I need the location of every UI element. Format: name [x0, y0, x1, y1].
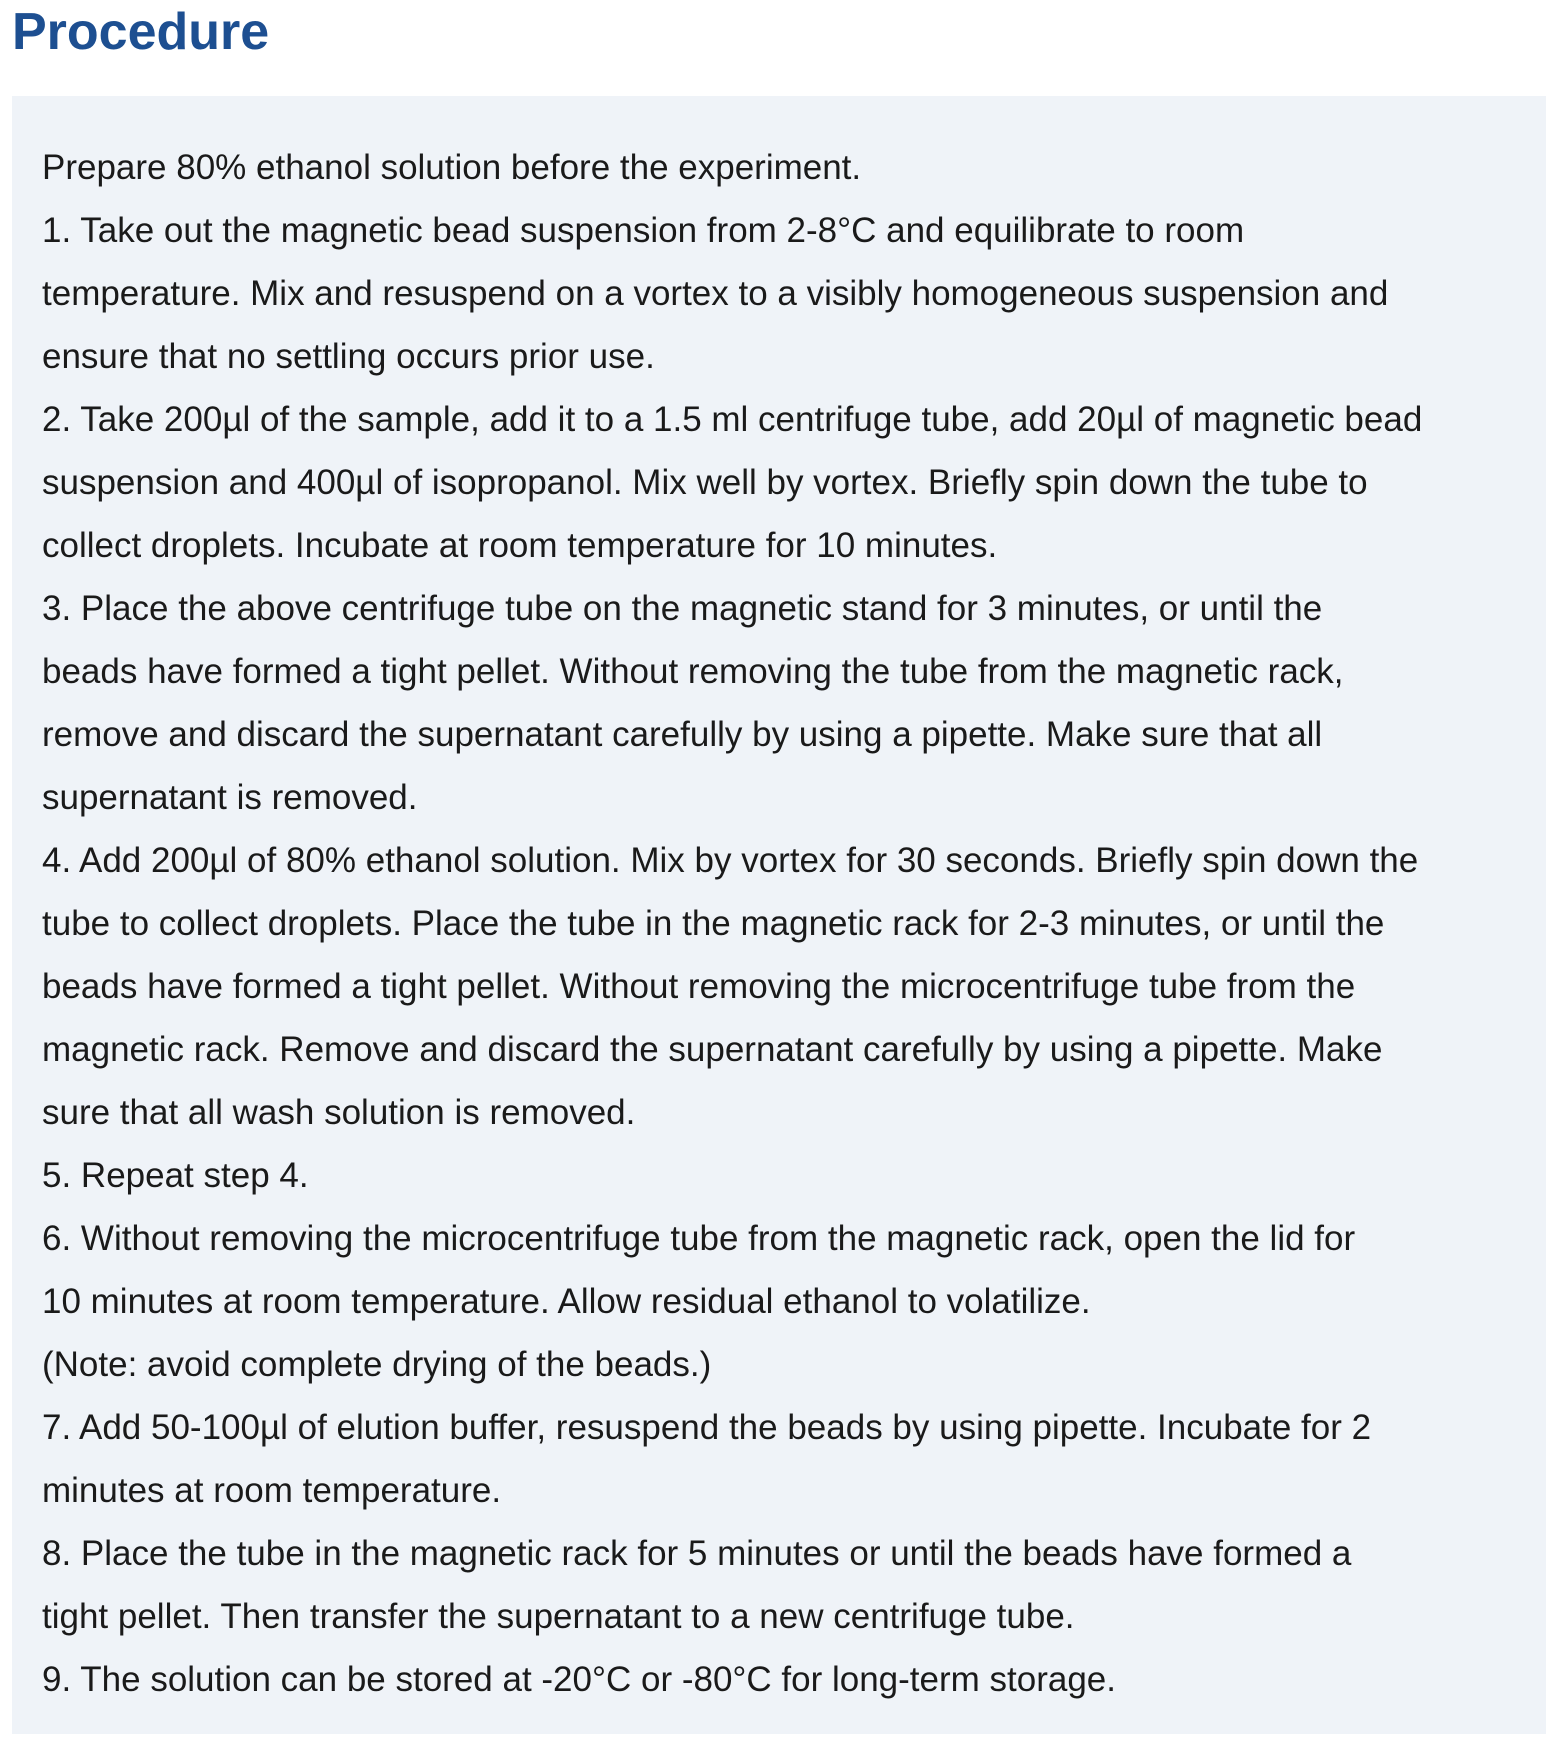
procedure-line: tight pellet. Then transfer the supernatant to a new centrifuge tube. [42, 1597, 1075, 1636]
procedure-line: minutes at room temperature. [42, 1471, 502, 1510]
procedure-line: 6. Without removing the microcentrifuge tube from the magnetic rack, open the lid for [42, 1219, 1356, 1258]
procedure-line: beads have formed a tight pellet. Without removing the microcentrifuge tube from the [42, 967, 1356, 1006]
procedure-line: sure that all wash solution is removed. [42, 1093, 636, 1132]
procedure-line: ensure that no settling occurs prior use. [42, 337, 655, 376]
procedure-panel [12, 96, 1546, 1734]
procedure-line: 10 minutes at room temperature. Allow residual ethanol to volatilize. [42, 1282, 1091, 1321]
procedure-line: 9. The solution can be stored at -20°C or -80°C for long-term storage. [42, 1660, 1116, 1699]
procedure-line: supernatant is removed. [42, 778, 418, 817]
procedure-line: 3. Place the above centrifuge tube on the magnetic stand for 3 minutes, or until the [42, 589, 1323, 628]
procedure-line: magnetic rack. Remove and discard the supernatant carefully by using a pipette. Make [42, 1030, 1383, 1069]
procedure-line: beads have formed a tight pellet. Without removing the tube from the magnetic rack, [42, 652, 1344, 691]
procedure-line: 7. Add 50-100µl of elution buffer, resuspend the beads by using pipette. Incubate for 2 [42, 1408, 1372, 1447]
procedure-line: temperature. Mix and resuspend on a vortex to a visibly homogeneous suspension and [42, 274, 1389, 313]
procedure-line: remove and discard the supernatant carefully by using a pipette. Make sure that all [42, 715, 1323, 754]
procedure-line: suspension and 400µl of isopropanol. Mix well by vortex. Briefly spin down the tube to [42, 463, 1368, 502]
procedure-line: (Note: avoid complete drying of the beads.) [42, 1345, 712, 1384]
procedure-line: collect droplets. Incubate at room temperature for 10 minutes. [42, 526, 998, 565]
procedure-line: tube to collect droplets. Place the tube in the magnetic rack for 2-3 minutes, or until the [42, 904, 1385, 943]
procedure-line: 1. Take out the magnetic bead suspension from 2-8°C and equilibrate to room [42, 211, 1245, 250]
procedure-line: 8. Place the tube in the magnetic rack for 5 minutes or until the beads have formed a [42, 1534, 1352, 1573]
procedure-line: 5. Repeat step 4. [42, 1156, 309, 1195]
procedure-line: Prepare 80% ethanol solution before the experiment. [42, 148, 862, 187]
procedure-line: 4. Add 200µl of 80% ethanol solution. Mix by vortex for 30 seconds. Briefly spin down the [42, 841, 1419, 880]
page-title: Procedure [12, 3, 270, 61]
procedure-line: 2. Take 200µl of the sample, add it to a 1.5 ml centrifuge tube, add 20µl of magnetic bead [42, 400, 1423, 439]
